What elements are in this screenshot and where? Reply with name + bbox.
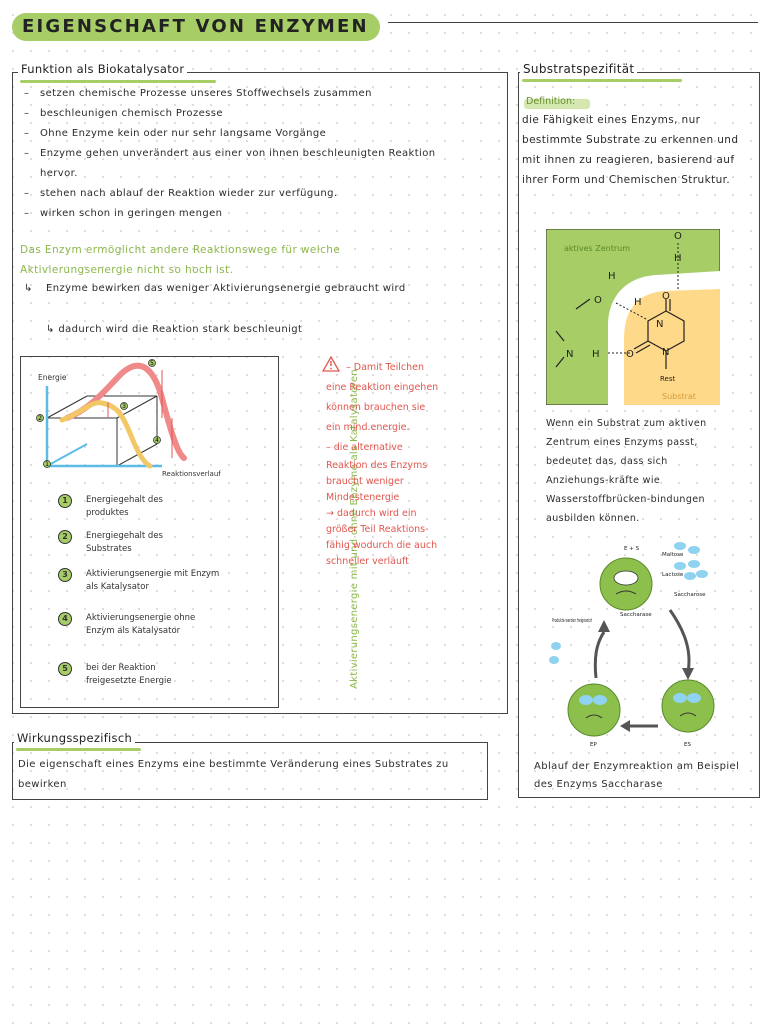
z-axis [47,444,87,466]
marker-label: 2 [38,415,42,422]
cycle-label-lactose: Lactose [662,572,684,578]
hbond-paragraph: Wenn ein Substrat zum aktiven Zentrum eines Enzyms passt, bedeutet das, dass sich Anziehungs-kräfte wie Wasserstoffbrücken-bindungen ausbilden können. [546,418,707,524]
bullet-item: – Ohne Enzyme kein oder nur sehr langsame Vorgänge [20,124,440,144]
curve-with-enzyme [62,403,150,466]
legend-text: bei der Reaktion freigesetzte Energie [86,663,172,686]
cycle-label-saccharase: Saccharase [620,612,652,618]
marker-label: 5 [150,360,154,367]
legend-text: Aktivierungsenergie mit Enzym als Katalysator [86,569,220,592]
legend-text: Energiegehalt des produktes [86,495,163,518]
atom-label: N [656,319,664,330]
heading-underline [20,80,216,83]
cycle-arrow [595,632,604,678]
arrow-head-icon [598,620,610,632]
active-site-diagram [546,229,720,405]
legend-number: 3 [58,568,72,582]
return-arrow-icon: ↳ [24,283,33,294]
title-rule [388,22,758,23]
atom-label: H [674,253,682,264]
arrow-head-icon [620,720,630,732]
atom-label: N [662,347,670,358]
cycle-label-es: ES [684,742,691,748]
substrat-heading: Substratspezifität [520,62,637,76]
heading-underline [522,79,682,82]
bullet-item: – wirken schon in geringen mengen [20,204,440,224]
arrow-note-2: ↳ dadurch wird die Reaktion stark beschleunigt [46,324,303,335]
x-axis-label: Reaktionsverlauf [162,470,221,478]
legend-number: 5 [58,662,72,676]
definition-label: Definition: [526,96,576,107]
marker-label: 3 [122,403,126,410]
warning-line: können brauchen sie [326,402,426,413]
warning-line: eine Reaktion eingehen [326,382,439,393]
heading-underline [16,748,141,751]
warning-line: Reaktion des Enzyms [326,460,428,471]
cycle-arrow [670,610,689,672]
arrow-head-icon [682,668,694,680]
cycle-label-maltose: Maltose [662,552,684,558]
legend-item [58,530,248,556]
biokatalysator-heading: Funktion als Biokatalysator [18,62,187,76]
cycle-label-es-top: E + S [624,546,640,552]
box-edge [47,396,87,418]
warning-line: – Damit Teilchen [346,362,424,373]
energy-diagram [22,358,275,478]
marker-label: 4 [155,437,159,444]
cycle-caption: Ablauf der Enzymreaktion am Beispiel des Enzyms Saccharase [534,761,740,790]
enzyme-es [662,680,714,732]
legend-number: 1 [58,494,72,508]
curve-without-enzyme [67,366,184,458]
warning-line: braucht weniger [326,476,404,487]
warning-line: → dadurch wird ein [326,508,417,519]
warning-line: ein mind.energie. [326,422,410,433]
legend-number: 2 [58,530,72,544]
bullet-item: – beschleunigen chemisch Prozesse [20,104,440,124]
page-title: EIGENSCHAFT VON ENZYMEN [22,16,369,37]
cycle-label-ep: EP [590,742,597,748]
marker-label: 1 [45,461,49,468]
bullet-item: – Enzyme gehen unverändert aus einer von ihnen beschleunigten Reaktion hervor. [20,144,440,184]
warning-line: – die alternative [326,442,403,453]
bullet-item: – stehen nach ablauf der Reaktion wieder zur verfügung. [20,184,440,204]
legend-number: 4 [58,612,72,626]
cycle-label-saccharose: Saccharose [674,592,706,598]
green-note: Das Enzym ermöglicht andere Reaktionswege für welche Aktivierungsenergie nicht so hoch ist. [20,244,341,276]
arrow-note-1: ↳ Enzyme bewirken das weniger Aktivierungsenergie gebraucht wird [24,283,406,294]
wirkungsspezifisch-text: Die eigenschaft eines Enzyms eine bestimmte Veränderung eines Substrates zu bewirken [18,759,449,790]
warning-line: fähig wodurch die auch [326,540,438,551]
enzyme-top [600,558,652,610]
atom-label: O [594,295,602,306]
biokatalysator-bullets [20,84,440,224]
enzyme-ep [568,684,620,736]
legend-item [58,612,248,638]
cycle-label-products: Produkte werden freigesetzt [552,618,593,624]
y-axis-label: Energie [38,373,67,382]
atom-label: H [608,271,616,282]
legend-item [58,568,248,594]
warning-text [326,358,476,570]
atom-label: H [592,349,600,360]
legend-text: Energiegehalt des Substrates [86,531,163,554]
substrate-label: Substrat [662,392,696,401]
atom-label: H [634,297,642,308]
box-front [47,418,117,466]
vertical-caption: Aktivierungsenergie mit und ohne Enzyme als Katalysatoren [349,369,360,689]
rest-label: Rest [660,375,676,383]
atom-label: O [674,231,682,242]
warning-line: schneller verläuft [326,556,409,567]
warning-line: Mindestenergie [326,492,400,503]
legend-item [58,494,248,520]
wirkungsspezifisch-heading: Wirkungsspezifisch [14,731,135,745]
return-arrow-icon: ↳ [46,324,59,335]
atom-label: O [662,291,670,302]
bullet-item: – setzen chemische Prozesse unseres Stoffwechsels zusammen [20,84,440,104]
warning-line: größer Teil Reaktions- [326,524,429,535]
active-site-label: aktives Zentrum [564,244,631,253]
legend-text: Aktivierungsenergie ohne Enzym als Katalysator [86,613,196,636]
enzyme-cycle [534,540,754,754]
definition-text: die Fähigkeit eines Enzyms, nur bestimmte Substrate zu erkennen und mit ihnen zu reagieren, basierend auf ihrer Form und Chemischen Struktur. [522,114,739,186]
legend-item [58,662,248,688]
atom-label: O [626,349,634,360]
atom-label: N [566,349,574,360]
